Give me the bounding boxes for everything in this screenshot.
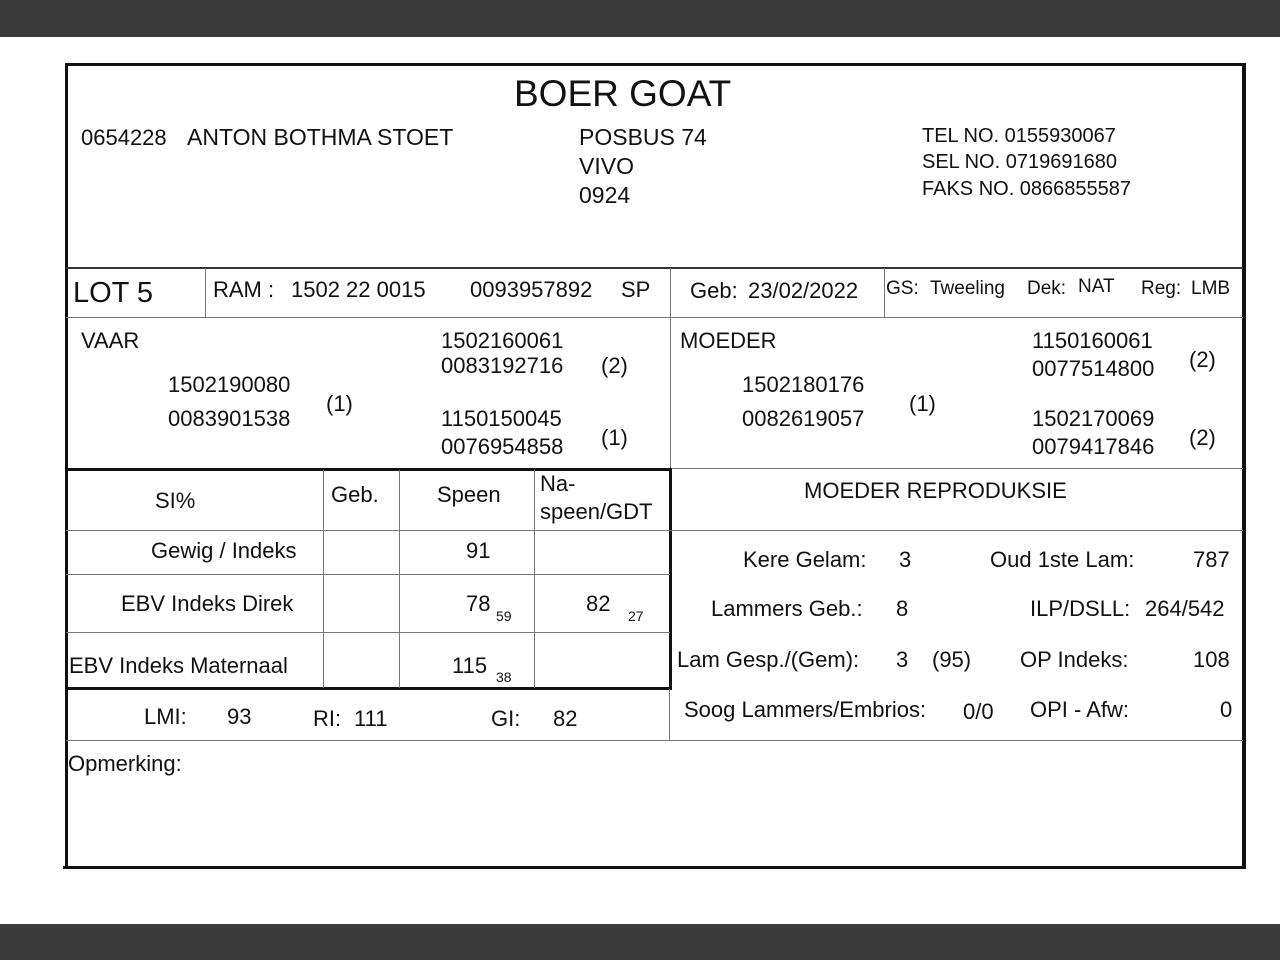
ram-tag: SP (621, 277, 651, 302)
address-line-1: POSBUS 74 (579, 124, 707, 150)
address-line-3: 0924 (579, 182, 631, 208)
oud-label: Oud 1ste Lam: (990, 547, 1135, 572)
moeder-id: 1502180176 (742, 372, 865, 397)
soog-label: Soog Lammers/Embrios: (684, 697, 927, 722)
ram-id: 1502 22 0015 (291, 277, 426, 302)
vaar-sire-count: (2) (601, 353, 628, 378)
moeder-sire-id: 1150160061 (1032, 328, 1153, 353)
lot-label: LOT 5 (73, 277, 154, 309)
border-left (65, 63, 68, 869)
gesp-value: 3 (896, 647, 909, 672)
ebv-direk-naspeen-sub: 27 (628, 608, 644, 624)
ebv-maternaal-speen-sub: 38 (496, 669, 512, 685)
lot-divider-2 (670, 268, 671, 318)
lot-row-bottom-line (66, 317, 1243, 318)
opi-label: OPI - Afw: (1030, 697, 1130, 722)
repro-title: MOEDER REPRODUKSIE (804, 478, 1067, 503)
moeder-label: MOEDER (680, 328, 777, 353)
geb-header: Geb. (331, 482, 379, 507)
border-right (1242, 63, 1246, 869)
moeder-reg: 0082619057 (742, 406, 865, 431)
dek-value: NAT (1078, 276, 1115, 297)
op-label: OP Indeks: (1020, 647, 1129, 672)
reg-value: LMB (1191, 278, 1231, 299)
lmi-label: LMI: (144, 704, 187, 729)
ebv-maternaal-speen: 115 (452, 653, 488, 678)
moeder-dam-count: (2) (1189, 425, 1216, 450)
lot-divider-1 (205, 268, 206, 318)
si-col-line-3 (534, 470, 535, 688)
breeder-code: 0654228 (81, 125, 167, 150)
si-row-line-1 (66, 530, 1243, 531)
naspeen-header-1: Na- (540, 471, 576, 496)
top-bar (0, 0, 1280, 37)
vaar-dam-reg: 0076954858 (441, 434, 564, 459)
gesp-label: Lam Gesp./(Gem): (677, 647, 860, 672)
gesp-gem: (95) (932, 647, 972, 672)
si-table-top (66, 468, 672, 471)
bottom-bar (0, 924, 1280, 960)
sel-number: SEL NO. 0719691680 (922, 151, 1117, 173)
kere-value: 3 (899, 547, 912, 572)
speen-header: Speen (437, 482, 501, 507)
geb-date: 23/02/2022 (748, 278, 859, 303)
naspeen-header-2: speen/GDT (540, 499, 653, 524)
ri-value: 111 (354, 706, 388, 731)
vaar-label: VAAR (81, 328, 140, 353)
moeder-dam-id: 1502170069 (1032, 406, 1155, 431)
vaar-id: 1502190080 (168, 372, 291, 397)
vaar-sire-reg: 0083192716 (441, 353, 564, 378)
si-header: SI% (155, 488, 196, 513)
vaar-reg: 0083901538 (168, 406, 291, 431)
ebv-direk-label: EBV Indeks Direk (121, 591, 294, 616)
reg-label: Reg: (1141, 278, 1182, 299)
faks-number: FAKS NO. 0866855587 (922, 178, 1132, 200)
gewig-speen: 91 (466, 538, 491, 563)
si-col-line-1 (323, 470, 324, 688)
ilp-value: 264/542 (1145, 596, 1225, 621)
si-row-line-2 (66, 574, 670, 575)
ebv-direk-speen: 78 (466, 591, 491, 616)
si-table-right (669, 468, 672, 690)
si-row-line-3 (66, 632, 670, 633)
soog-value: 0/0 (963, 699, 994, 724)
kere-label: Kere Gelam: (743, 547, 867, 572)
tel-number: TEL NO. 0155930067 (922, 125, 1116, 147)
lot-divider-3 (884, 268, 885, 318)
ram-reg: 0093957892 (470, 277, 593, 302)
ri-label: RI: (313, 706, 342, 731)
lammers-value: 8 (896, 596, 909, 621)
moeder-sire-reg: 0077514800 (1032, 356, 1155, 381)
indices-divider (669, 689, 670, 741)
vaar-count: (1) (326, 391, 353, 416)
moeder-count: (1) (909, 391, 936, 416)
lot-row-top-line (66, 267, 1243, 269)
lmi-value: 93 (227, 704, 252, 729)
indices-bottom-line (66, 740, 1243, 741)
moeder-sire-count: (2) (1189, 347, 1216, 372)
ram-label: RAM : (213, 277, 275, 302)
oud-value: 787 (1193, 547, 1230, 572)
address-line-2: VIVO (579, 153, 634, 179)
vaar-dam-count: (1) (601, 425, 628, 450)
border-bottom (63, 866, 1246, 869)
repro-top-line (670, 468, 1243, 469)
gi-value: 82 (553, 706, 578, 731)
remark-label: Opmerking: (68, 751, 182, 776)
gi-label: GI: (491, 706, 521, 731)
moeder-dam-reg: 0079417846 (1032, 434, 1155, 459)
lammers-label: Lammers Geb.: (711, 596, 863, 621)
ebv-direk-speen-sub: 59 (496, 608, 512, 624)
gewig-label: Gewig / Indeks (151, 538, 297, 563)
ebv-direk-naspeen: 82 (586, 591, 611, 616)
gs-label: GS: (886, 278, 919, 299)
opi-value: 0 (1220, 697, 1233, 722)
dek-label: Dek: (1027, 278, 1067, 299)
si-col-line-2 (399, 470, 400, 688)
ilp-label: ILP/DSLL: (1030, 596, 1131, 621)
ebv-maternaal-label: EBV Indeks Maternaal (69, 653, 288, 678)
vaar-sire-id: 1502160061 (441, 328, 564, 353)
si-table-bottom (66, 687, 672, 690)
op-value: 108 (1193, 647, 1230, 672)
card-title: BOER GOAT (514, 73, 732, 114)
border-top (65, 63, 1246, 66)
vaar-dam-id: 1150150045 (441, 406, 562, 431)
pedigree-divider (670, 318, 671, 470)
breeder-name: ANTON BOTHMA STOET (187, 124, 454, 150)
gs-value: Tweeling (930, 278, 1005, 299)
geb-label: Geb: (690, 278, 738, 303)
